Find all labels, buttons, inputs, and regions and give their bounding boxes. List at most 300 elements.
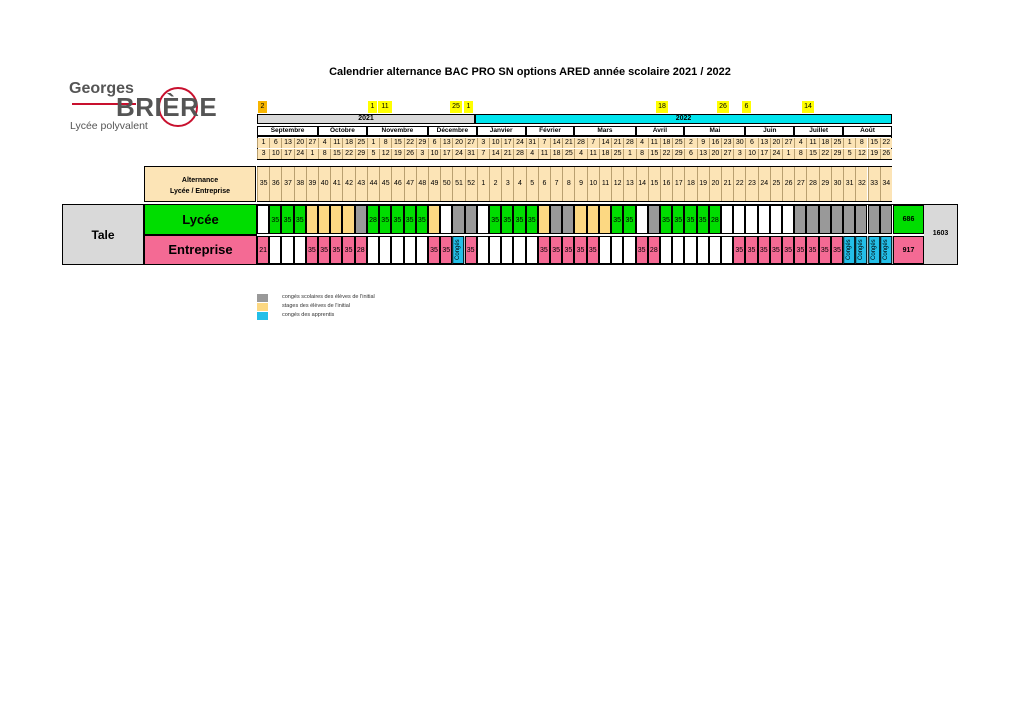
entreprise-week-cell: 35 <box>342 236 354 264</box>
entreprise-week-cell <box>709 236 721 264</box>
week-cell: 43 <box>355 167 367 201</box>
entreprise-week-cell: 35 <box>440 236 452 264</box>
day-cell: 29 <box>672 149 684 159</box>
day-cell: 14 <box>599 138 611 148</box>
day-cell: 31 <box>465 149 477 159</box>
week-cell: 19 <box>697 167 709 201</box>
lycee-week-cell <box>855 205 867 234</box>
day-cell: 2 <box>684 138 696 148</box>
week-cell: 5 <box>526 167 538 201</box>
day-cell: 13 <box>440 138 452 148</box>
year-2022-header: 2022 <box>475 114 892 124</box>
lycee-week-cell <box>465 205 477 234</box>
entreprise-week-cell <box>379 236 391 264</box>
day-cell: 27 <box>306 138 318 148</box>
day-cell: 13 <box>758 138 770 148</box>
day-cell: 6 <box>269 138 281 148</box>
holiday-marker: 6 <box>742 101 751 113</box>
day-cell: 19 <box>391 149 403 159</box>
day-cell: 31 <box>526 138 538 148</box>
day-cell: 22 <box>660 149 672 159</box>
day-cell: 3 <box>733 149 745 159</box>
week-cell: 4 <box>513 167 525 201</box>
month-header: Avril <box>636 126 685 136</box>
day-cell: 24 <box>770 149 782 159</box>
day-cell: 17 <box>501 138 513 148</box>
day-cell: 12 <box>379 149 391 159</box>
day-cell: 7 <box>538 138 550 148</box>
lycee-week-cell <box>538 205 550 234</box>
week-cell: 33 <box>868 167 880 201</box>
entreprise-week-cell: Congés <box>868 236 880 264</box>
entreprise-week-cell <box>489 236 501 264</box>
entreprise-week-cell: 35 <box>587 236 599 264</box>
entreprise-week-cell <box>526 236 538 264</box>
month-header: Juin <box>745 126 794 136</box>
week-cell: 28 <box>806 167 818 201</box>
lycee-week-cell: 35 <box>501 205 513 234</box>
lycee-week-cell <box>550 205 562 234</box>
holiday-marker: 1 <box>368 101 377 113</box>
legend-swatch <box>257 312 268 320</box>
alternance-label-line2: Lycée / Entreprise <box>169 188 231 195</box>
lycee-week-cell: 35 <box>489 205 501 234</box>
legend-text: congés scolaires des élèves de l'initial <box>282 294 375 300</box>
lycee-week-cell: 35 <box>526 205 538 234</box>
day-cell: 1 <box>306 149 318 159</box>
lycee-week-cell: 35 <box>684 205 696 234</box>
entreprise-week-cell: 35 <box>831 236 843 264</box>
month-header: Juillet <box>794 126 843 136</box>
day-cell: 3 <box>257 149 269 159</box>
day-cell: 15 <box>391 138 403 148</box>
day-cell: 8 <box>855 138 867 148</box>
month-header: Octobre <box>318 126 367 136</box>
week-cell: 6 <box>538 167 550 201</box>
week-cell: 23 <box>745 167 757 201</box>
day-cell: 20 <box>709 149 721 159</box>
lycee-week-cell <box>868 205 880 234</box>
lycee-week-cell: 35 <box>379 205 391 234</box>
lycee-week-cell: 35 <box>416 205 428 234</box>
entreprise-week-cell: 35 <box>806 236 818 264</box>
entreprise-week-cell <box>599 236 611 264</box>
month-header: Août <box>843 126 892 136</box>
entreprise-week-cell: 35 <box>318 236 330 264</box>
day-cell: 25 <box>562 149 574 159</box>
week-cell: 52 <box>465 167 477 201</box>
entreprise-week-cell: 35 <box>465 236 477 264</box>
week-cell: 11 <box>599 167 611 201</box>
week-cell: 44 <box>367 167 379 201</box>
week-cell: 31 <box>843 167 855 201</box>
entreprise-week-cell <box>281 236 293 264</box>
day-cell: 17 <box>440 149 452 159</box>
day-cell: 18 <box>550 149 562 159</box>
week-cell: 12 <box>611 167 623 201</box>
day-cell: 11 <box>587 149 599 159</box>
lycee-week-cell <box>574 205 586 234</box>
entreprise-week-cell <box>501 236 513 264</box>
lycee-week-cell <box>318 205 330 234</box>
lycee-week-cell: 35 <box>281 205 293 234</box>
month-header: Février <box>526 126 575 136</box>
lycee-week-cell <box>342 205 354 234</box>
day-cell: 21 <box>611 138 623 148</box>
entreprise-week-cell <box>660 236 672 264</box>
week-cell: 41 <box>330 167 342 201</box>
day-cell: 27 <box>721 149 733 159</box>
entreprise-week-cell: 35 <box>745 236 757 264</box>
lycee-week-cell <box>782 205 794 234</box>
week-cell: 42 <box>342 167 354 201</box>
day-cell: 8 <box>636 149 648 159</box>
day-cell: 25 <box>355 138 367 148</box>
week-cell: 9 <box>574 167 586 201</box>
lycee-week-cell: 35 <box>513 205 525 234</box>
day-cell: 20 <box>452 138 464 148</box>
day-cell: 29 <box>355 149 367 159</box>
week-cell: 16 <box>660 167 672 201</box>
day-cell: 9 <box>697 138 709 148</box>
week-cell: 13 <box>623 167 635 201</box>
lycee-week-cell <box>880 205 892 234</box>
week-cell: 21 <box>721 167 733 201</box>
day-cell: 10 <box>745 149 757 159</box>
lycee-week-cell: 35 <box>294 205 306 234</box>
day-cell: 22 <box>880 138 892 148</box>
day-cell: 25 <box>611 149 623 159</box>
week-cell: 49 <box>428 167 440 201</box>
lycee-week-cell <box>721 205 733 234</box>
week-cell: 3 <box>501 167 513 201</box>
day-cell: 10 <box>428 149 440 159</box>
lycee-week-cell <box>831 205 843 234</box>
lycee-week-cell <box>758 205 770 234</box>
day-cell: 1 <box>623 149 635 159</box>
week-cell: 15 <box>648 167 660 201</box>
day-cell: 15 <box>648 149 660 159</box>
day-cell: 29 <box>416 138 428 148</box>
day-cell: 11 <box>538 149 550 159</box>
day-cell: 27 <box>782 138 794 148</box>
week-cell: 37 <box>281 167 293 201</box>
lycee-week-cell <box>733 205 745 234</box>
legend-swatch <box>257 303 268 311</box>
month-header: Novembre <box>367 126 428 136</box>
entreprise-week-cell: 35 <box>574 236 586 264</box>
week-cell: 35 <box>257 167 269 201</box>
week-cell: 46 <box>391 167 403 201</box>
legend-swatch <box>257 294 268 302</box>
year-2021-header: 2021 <box>257 114 475 124</box>
day-cell: 24 <box>452 149 464 159</box>
week-cell: 30 <box>831 167 843 201</box>
entreprise-week-cell <box>623 236 635 264</box>
day-cell: 14 <box>489 149 501 159</box>
legend-text: congés des apprentis <box>282 312 335 318</box>
lycee-week-cell <box>648 205 660 234</box>
entreprise-week-cell: 28 <box>648 236 660 264</box>
class-label: Tale <box>62 204 144 265</box>
week-cell: 47 <box>404 167 416 201</box>
week-cell: 10 <box>587 167 599 201</box>
week-cell: 7 <box>550 167 562 201</box>
logo-briere-text: BRIÈRE <box>116 92 218 122</box>
lycee-total: 686 <box>893 205 924 234</box>
day-cell: 25 <box>672 138 684 148</box>
lycee-week-cell: 35 <box>672 205 684 234</box>
entreprise-week-cell: 35 <box>306 236 318 264</box>
day-cell: 4 <box>526 149 538 159</box>
entreprise-week-cell <box>513 236 525 264</box>
day-cell: 1 <box>843 138 855 148</box>
entreprise-week-cell: Congés <box>880 236 892 264</box>
day-cell: 30 <box>733 138 745 148</box>
day-cell: 22 <box>342 149 354 159</box>
day-cell: 12 <box>855 149 867 159</box>
entreprise-week-cell: 35 <box>819 236 831 264</box>
lycee-week-cell <box>440 205 452 234</box>
day-cell: 26 <box>404 149 416 159</box>
week-cell: 26 <box>782 167 794 201</box>
entreprise-week-cell: 21 <box>257 236 269 264</box>
entreprise-week-cell <box>416 236 428 264</box>
day-cell: 7 <box>477 149 489 159</box>
lycee-week-cell <box>794 205 806 234</box>
day-cell: 11 <box>330 138 342 148</box>
day-cell: 21 <box>562 138 574 148</box>
holiday-marker: 11 <box>378 101 392 113</box>
entreprise-week-cell: Congés <box>843 236 855 264</box>
day-cell: 15 <box>330 149 342 159</box>
logo-subtitle: Lycée polyvalent <box>70 120 148 132</box>
month-header: Septembre <box>257 126 318 136</box>
entreprise-week-cell: Congés <box>855 236 867 264</box>
legend-text: stages des élèves de l'initial <box>282 303 351 309</box>
entreprise-week-cell <box>697 236 709 264</box>
entreprise-week-cell: 35 <box>538 236 550 264</box>
entreprise-week-cell: 35 <box>428 236 440 264</box>
entreprise-week-cell: 35 <box>636 236 648 264</box>
lycee-week-cell <box>257 205 269 234</box>
week-cell: 40 <box>318 167 330 201</box>
week-cell: 39 <box>306 167 318 201</box>
day-cell: 6 <box>745 138 757 148</box>
day-cell: 4 <box>318 138 330 148</box>
lycee-week-cell <box>819 205 831 234</box>
day-cell: 11 <box>806 138 818 148</box>
lycee-week-cell <box>428 205 440 234</box>
holiday-marker: 25 <box>450 101 462 113</box>
day-cell: 24 <box>513 138 525 148</box>
week-cell: 20 <box>709 167 721 201</box>
lycee-week-cell: 35 <box>660 205 672 234</box>
day-cell: 17 <box>758 149 770 159</box>
day-cell: 20 <box>770 138 782 148</box>
week-cell: 2 <box>489 167 501 201</box>
day-cell: 5 <box>843 149 855 159</box>
week-cell: 17 <box>672 167 684 201</box>
day-cell: 4 <box>794 138 806 148</box>
month-header: Janvier <box>477 126 526 136</box>
day-cell: 18 <box>599 149 611 159</box>
entreprise-week-cell: 35 <box>782 236 794 264</box>
month-header: Décembre <box>428 126 477 136</box>
logo-georges-text: Georges <box>69 80 134 97</box>
lycee-week-cell <box>452 205 464 234</box>
day-cell: 14 <box>550 138 562 148</box>
week-cell: 24 <box>758 167 770 201</box>
week-cell: 27 <box>794 167 806 201</box>
week-cell: 8 <box>562 167 574 201</box>
month-header: Mars <box>574 126 635 136</box>
holiday-marker: 18 <box>656 101 668 113</box>
day-cell: 13 <box>281 138 293 148</box>
day-cell: 18 <box>819 138 831 148</box>
lycee-week-cell: 35 <box>404 205 416 234</box>
lycee-row-label: Lycée <box>144 204 257 235</box>
day-cell: 8 <box>318 149 330 159</box>
day-cell: 21 <box>501 149 513 159</box>
day-cell: 13 <box>697 149 709 159</box>
week-cell: 1 <box>477 167 489 201</box>
week-cell: 48 <box>416 167 428 201</box>
week-cell: 25 <box>770 167 782 201</box>
day-cell: 3 <box>477 138 489 148</box>
entreprise-week-cell: 28 <box>355 236 367 264</box>
entreprise-row-label: Entreprise <box>144 235 257 265</box>
lycee-week-cell: 28 <box>709 205 721 234</box>
day-cell: 22 <box>819 149 831 159</box>
lycee-week-cell <box>330 205 342 234</box>
day-cell: 1 <box>782 149 794 159</box>
day-cell: 16 <box>709 138 721 148</box>
day-cell: 20 <box>294 138 306 148</box>
entreprise-week-cell <box>721 236 733 264</box>
lycee-week-cell: 35 <box>269 205 281 234</box>
day-cell: 4 <box>574 149 586 159</box>
week-cell: 38 <box>294 167 306 201</box>
week-cell: 29 <box>819 167 831 201</box>
day-cell: 4 <box>636 138 648 148</box>
day-cell: 15 <box>806 149 818 159</box>
week-cell: 51 <box>452 167 464 201</box>
day-cell: 26 <box>880 149 892 159</box>
week-cell: 34 <box>880 167 892 201</box>
entreprise-week-cell <box>391 236 403 264</box>
entreprise-week-cell <box>672 236 684 264</box>
entreprise-week-cell: 35 <box>733 236 745 264</box>
lycee-week-cell: 35 <box>391 205 403 234</box>
entreprise-week-cell <box>269 236 281 264</box>
grand-total: 1603 <box>924 205 957 264</box>
day-cell: 25 <box>831 138 843 148</box>
lycee-week-cell <box>306 205 318 234</box>
day-cell: 8 <box>379 138 391 148</box>
day-cell: 3 <box>416 149 428 159</box>
lycee-week-cell: 35 <box>623 205 635 234</box>
lycee-week-cell <box>355 205 367 234</box>
entreprise-week-cell <box>477 236 489 264</box>
lycee-week-cell <box>770 205 782 234</box>
day-cell: 8 <box>794 149 806 159</box>
week-cell: 50 <box>440 167 452 201</box>
day-cell: 29 <box>831 149 843 159</box>
day-cell: 27 <box>465 138 477 148</box>
lycee-week-cell <box>587 205 599 234</box>
lycee-week-cell <box>599 205 611 234</box>
entreprise-week-cell <box>611 236 623 264</box>
week-cell: 22 <box>733 167 745 201</box>
entreprise-week-cell: 35 <box>794 236 806 264</box>
week-cell: 18 <box>684 167 696 201</box>
day-cell: 10 <box>489 138 501 148</box>
holiday-marker: 1 <box>464 101 473 113</box>
day-cell: 17 <box>281 149 293 159</box>
entreprise-week-cell <box>404 236 416 264</box>
day-cell: 28 <box>623 138 635 148</box>
entreprise-week-cell <box>294 236 306 264</box>
lycee-week-cell <box>636 205 648 234</box>
entreprise-week-cell: Congés <box>452 236 464 264</box>
entreprise-week-cell <box>684 236 696 264</box>
entreprise-week-cell <box>367 236 379 264</box>
week-cell: 36 <box>269 167 281 201</box>
day-cell: 1 <box>367 138 379 148</box>
lycee-week-cell <box>477 205 489 234</box>
week-cell: 14 <box>636 167 648 201</box>
holiday-marker: 26 <box>717 101 729 113</box>
day-cell: 18 <box>660 138 672 148</box>
entreprise-total: 917 <box>893 236 924 264</box>
entreprise-week-cell: 35 <box>562 236 574 264</box>
day-cell: 23 <box>721 138 733 148</box>
entreprise-week-cell: 35 <box>770 236 782 264</box>
day-cell: 6 <box>428 138 440 148</box>
holiday-marker: 14 <box>802 101 814 113</box>
day-cell: 18 <box>342 138 354 148</box>
entreprise-week-cell: 35 <box>330 236 342 264</box>
day-cell: 5 <box>367 149 379 159</box>
day-cell: 6 <box>684 149 696 159</box>
lycee-week-cell <box>745 205 757 234</box>
day-cell: 22 <box>404 138 416 148</box>
lycee-week-cell <box>843 205 855 234</box>
entreprise-week-cell: 35 <box>550 236 562 264</box>
lycee-week-cell: 35 <box>697 205 709 234</box>
day-cell: 1 <box>257 138 269 148</box>
entreprise-week-cell: 35 <box>758 236 770 264</box>
day-cell: 10 <box>269 149 281 159</box>
lycee-week-cell: 28 <box>367 205 379 234</box>
day-cell: 15 <box>868 138 880 148</box>
lycee-week-cell <box>806 205 818 234</box>
day-cell: 28 <box>574 138 586 148</box>
day-cell: 19 <box>868 149 880 159</box>
alternance-label <box>144 166 256 202</box>
day-cell: 11 <box>648 138 660 148</box>
month-header: Mai <box>684 126 745 136</box>
week-cell: 45 <box>379 167 391 201</box>
week-cell: 32 <box>855 167 867 201</box>
holiday-marker: 2 <box>258 101 267 113</box>
day-cell: 24 <box>294 149 306 159</box>
alternance-label-line1: Alternance <box>181 177 219 184</box>
lycee-week-cell <box>562 205 574 234</box>
day-cell: 28 <box>513 149 525 159</box>
page-title: Calendrier alternance BAC PRO SN options ARED année scolaire 2021 / 2022 <box>329 66 731 78</box>
